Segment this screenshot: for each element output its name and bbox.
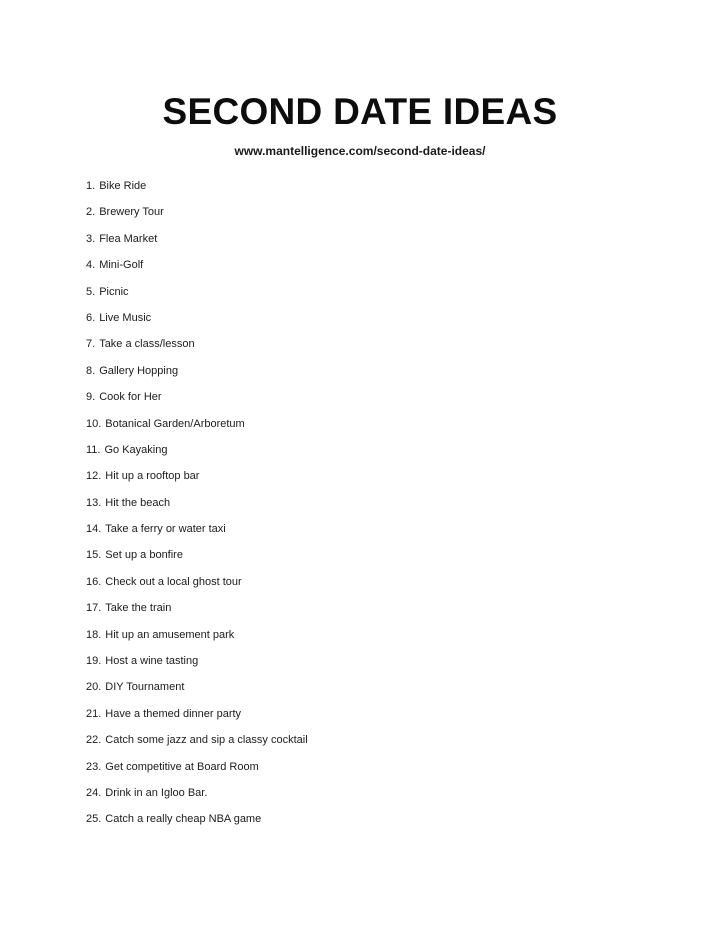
list-item-text: Hit the beach bbox=[105, 496, 171, 509]
list-item bbox=[86, 545, 308, 571]
list-item-text: Take a ferry or water taxi bbox=[105, 523, 226, 536]
list-item bbox=[86, 704, 308, 730]
list-item-text: Take a class/lesson bbox=[99, 338, 195, 351]
list-item-text: Drink in an Igloo Bar. bbox=[105, 786, 208, 799]
list-item bbox=[86, 598, 308, 624]
list-item-number: 25. bbox=[86, 813, 102, 826]
list-item bbox=[86, 361, 308, 387]
list-item bbox=[86, 334, 308, 360]
list-item-number: 17. bbox=[86, 602, 102, 615]
list-item bbox=[86, 730, 308, 756]
list-item bbox=[86, 229, 308, 255]
list-item-text: Go Kayaking bbox=[104, 443, 168, 456]
list-item-text: Picnic bbox=[99, 285, 129, 298]
list-item-text: Mini-Golf bbox=[99, 259, 144, 272]
list-item-text: Catch some jazz and sip a classy cocktail bbox=[105, 734, 308, 747]
list-item bbox=[86, 440, 308, 466]
list-item-number: 7. bbox=[86, 338, 96, 351]
list-item-text: Flea Market bbox=[99, 232, 158, 245]
page-title: SECOND DATE IDEAS bbox=[162, 91, 558, 132]
list-item-text: Live Music bbox=[99, 311, 152, 324]
list-item-text: Set up a bonfire bbox=[105, 549, 183, 562]
list-item-number: 3. bbox=[86, 232, 96, 245]
list-item-number: 16. bbox=[86, 575, 102, 588]
list-item-text: Catch a really cheap NBA game bbox=[105, 813, 262, 826]
list-item-number: 8. bbox=[86, 364, 96, 377]
list-item bbox=[86, 202, 308, 228]
list-item-number: 4. bbox=[86, 259, 96, 272]
list-item-number: 11. bbox=[86, 443, 101, 456]
list-item bbox=[86, 282, 308, 308]
list-item-number: 1. bbox=[86, 180, 96, 192]
list-item bbox=[86, 809, 308, 835]
date-ideas-list bbox=[86, 176, 308, 836]
list-item-number: 21. bbox=[86, 707, 102, 720]
list-item-number: 18. bbox=[86, 628, 102, 641]
list-item-number: 15. bbox=[86, 549, 102, 562]
list-item bbox=[86, 387, 308, 413]
list-item-number: 22. bbox=[86, 734, 102, 747]
list-item-text: Hit up an amusement park bbox=[105, 628, 235, 641]
list-item-text: Gallery Hopping bbox=[99, 364, 179, 377]
list-item bbox=[86, 255, 308, 281]
list-item-text: Brewery Tour bbox=[99, 206, 164, 219]
list-item bbox=[86, 493, 308, 519]
list-item-text: DIY Tournament bbox=[105, 681, 185, 694]
list-item-text: Check out a local ghost tour bbox=[105, 575, 242, 588]
list-item-text: Cook for Her bbox=[99, 391, 162, 404]
list-item-text: Have a themed dinner party bbox=[105, 707, 242, 720]
list-item-number: 2. bbox=[86, 206, 96, 219]
source-url: www.mantelligence.com/second-date-ideas/ bbox=[234, 144, 486, 158]
list-item-text: Host a wine tasting bbox=[105, 655, 199, 668]
list-item-text: Get competitive at Board Room bbox=[105, 760, 259, 773]
list-item bbox=[86, 414, 308, 440]
list-item-number: 5. bbox=[86, 285, 96, 298]
list-item-number: 10. bbox=[86, 417, 102, 430]
list-item bbox=[86, 176, 308, 202]
list-item-number: 14. bbox=[86, 523, 102, 536]
list-item bbox=[86, 519, 308, 545]
list-item-number: 9. bbox=[86, 391, 96, 404]
list-item bbox=[86, 783, 308, 809]
list-item-number: 13. bbox=[86, 496, 102, 509]
list-item bbox=[86, 625, 308, 651]
list-item-number: 23. bbox=[86, 760, 102, 773]
list-item bbox=[86, 308, 308, 334]
list-item-text: Hit up a rooftop bar bbox=[105, 470, 200, 483]
list-item-number: 24. bbox=[86, 786, 102, 799]
list-item-number: 12. bbox=[86, 470, 102, 483]
list-item-number: 20. bbox=[86, 681, 102, 694]
list-item-number: 6. bbox=[86, 311, 96, 324]
list-item-number: 19. bbox=[86, 655, 102, 668]
list-item-text: Botanical Garden/Arboretum bbox=[105, 417, 245, 430]
list-item bbox=[86, 757, 308, 783]
list-item bbox=[86, 651, 308, 677]
list-item-text: Take the train bbox=[105, 602, 172, 615]
list-item-text: Bike Ride bbox=[99, 180, 147, 192]
list-item bbox=[86, 677, 308, 703]
list-item bbox=[86, 466, 308, 492]
list-item bbox=[86, 572, 308, 598]
